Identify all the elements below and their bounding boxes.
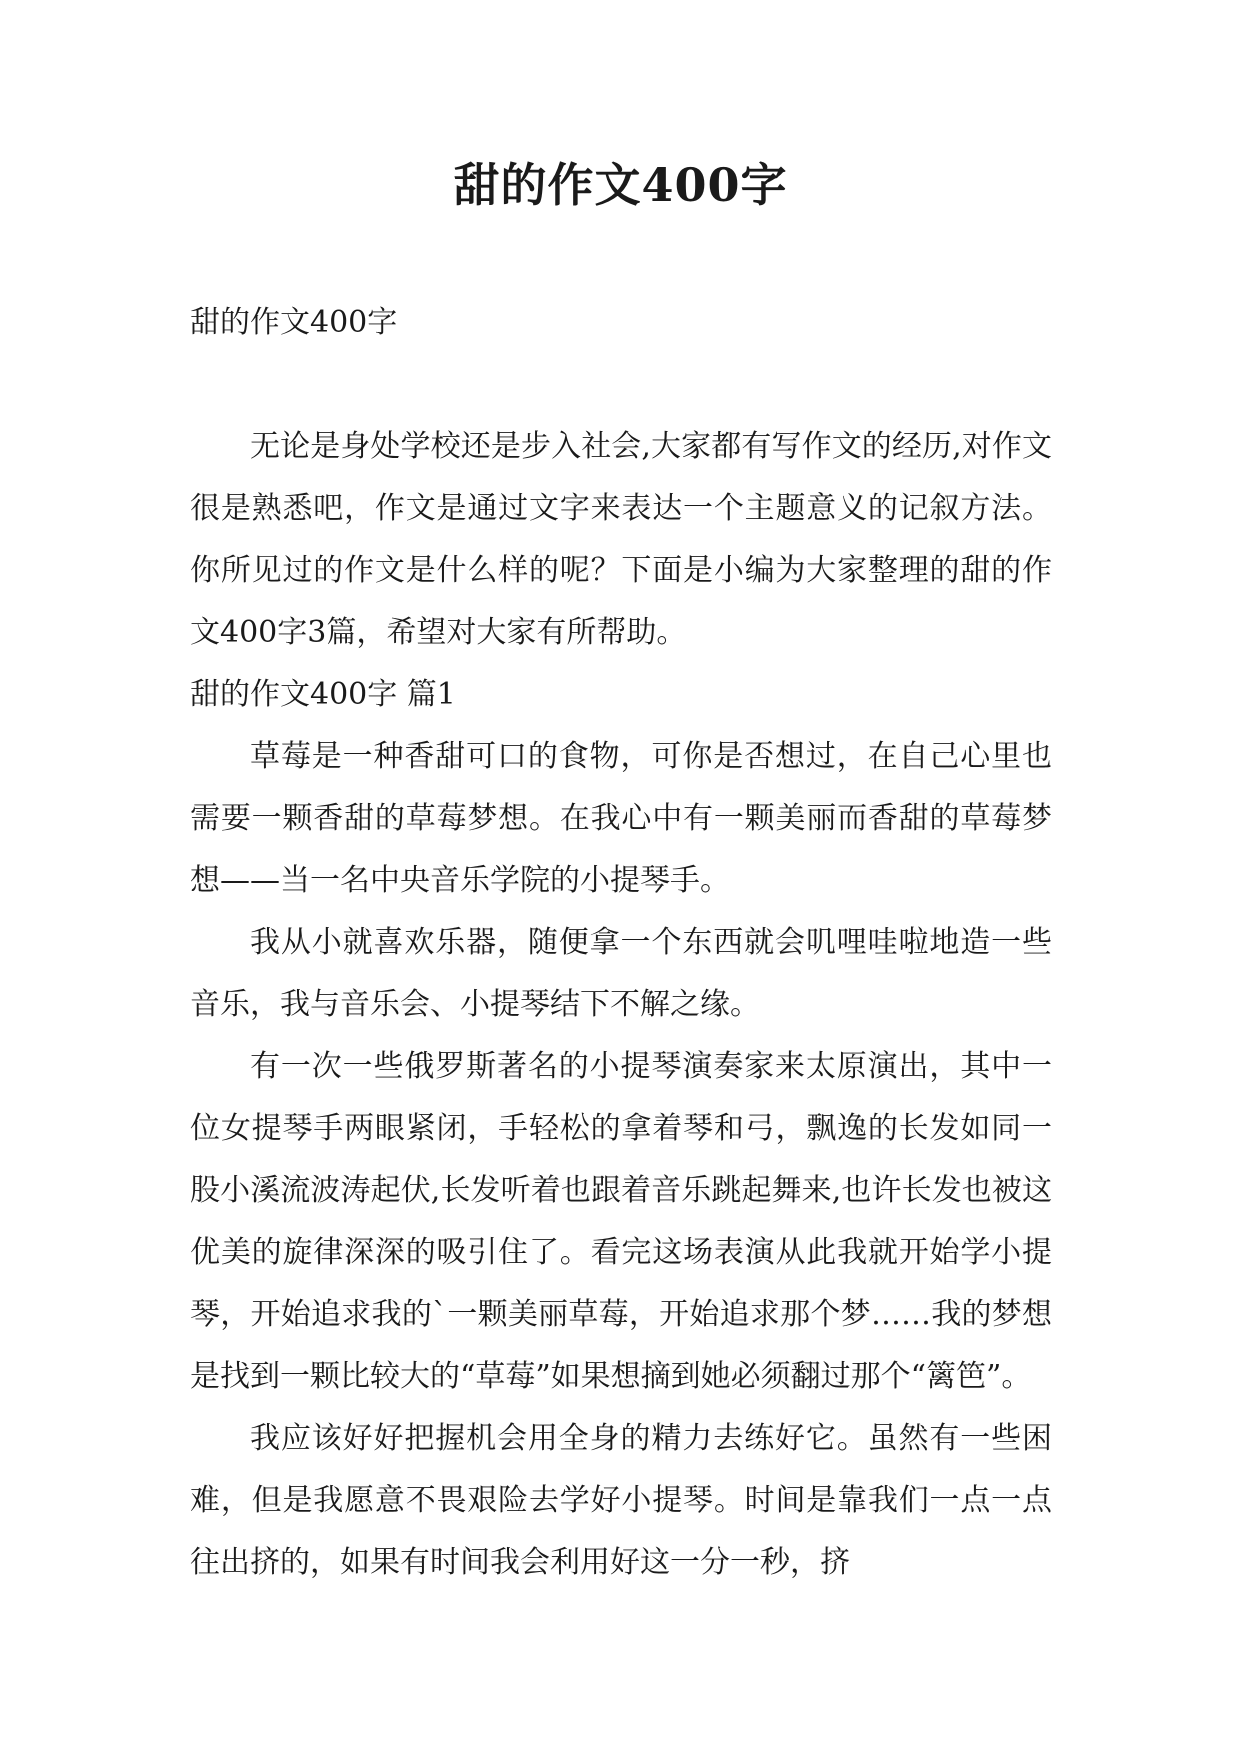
section-paragraph: 有一次一些俄罗斯著名的小提琴演奏家来太原演出，其中一位女提琴手两眼紧闭，手轻松的拿着琴和弓，飘逸的长发如同一股小溪流波涛起伏,长发听着也跟着音乐跳起舞来,也许长发也被这优美的旋律深深的吸引住了。看完这场表演从此我就开始学小提琴，开始追求我的`一颗美丽草莓，开始追求那个梦……我的梦想是找到一颗比较大的“草莓”如果想摘到她必须翻过那个“篱笆”。	[190, 1049, 1052, 1394]
document-title: 甜的作文400字	[453, 158, 788, 212]
section-paragraph: 我从小就喜欢乐器，随便拿一个东西就会叽哩哇啦地造一些音乐，我与音乐会、小提琴结下不解之缘。	[190, 925, 1052, 1022]
section-paragraph: 我应该好好把握机会用全身的精力去练好它。虽然有一些困难，但是我愿意不畏艰险去学好小提琴。时间是靠我们一点一点往出挤的，如果有时间我会利用好这一分一秒，挤	[190, 1421, 1052, 1580]
section-paragraph: 草莓是一种香甜可口的食物，可你是否想过，在自己心里也需要一颗香甜的草莓梦想。在我心中有一颗美丽而香甜的草莓梦想——当一名中央音乐学院的小提琴手。	[190, 739, 1052, 898]
document-subtitle: 甜的作文400字	[190, 305, 398, 340]
section-heading: 甜的作文400字 篇1	[190, 677, 456, 712]
intro-paragraph: 无论是身处学校还是步入社会,大家都有写作文的经历,对作文很是熟悉吧，作文是通过文字来表达一个主题意义的记叙方法。你所见过的作文是什么样的呢？下面是小编为大家整理的甜的作文400字3篇，希望对大家有所帮助。	[190, 429, 1052, 650]
document-body	[190, 292, 1052, 1594]
